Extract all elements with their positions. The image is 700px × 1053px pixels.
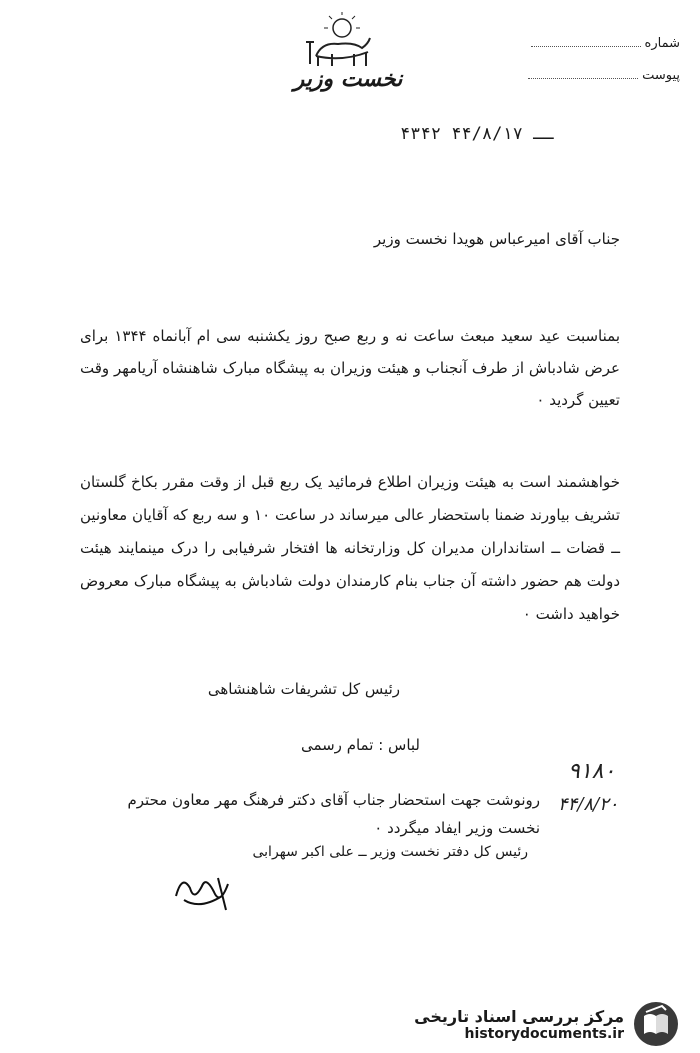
- footer-text: [414, 1007, 624, 1042]
- signature-title: رئیس کل تشریفات شاهنشاهی: [207, 680, 400, 698]
- reference-number: ۴۳۴۲ ــ ۴۴/۸/۱۷: [400, 124, 554, 144]
- archive-footer: [414, 1000, 680, 1048]
- paragraph-request: خواهشمند است به هیئت وزیران اطلاع فرمائید یک ربع قبل از وقت مقرر بکاخ گلستان تشریف بیاورند ضمنا باستحضار عالی میرساند در ساعت ۱۰ و سه ربع که آقایان معاونین ــ قضات ــ استانداران مدیران کل وزارتخانه ها افتخار شرفیابی را درک مینمایند هیئت دولت هم حضور داشته آن جناب بنام کارمندان دولت شادباش به پیشگاه مبارک معروض خواهید داشت ۰: [80, 473, 620, 623]
- handwritten-date: ۴۴/۸/۲۰: [558, 794, 619, 815]
- signature-line: رئیس کل دفتر نخست وزیر ــ علی اکبر سهرابی: [252, 844, 528, 860]
- handwritten-signature: [170, 866, 240, 916]
- footer-url: historydocuments.ir: [464, 1025, 624, 1042]
- office-title: نخست وزیر: [293, 66, 403, 92]
- attachment-label: پیوست: [642, 68, 680, 83]
- dress-value: تمام رسمی: [300, 736, 374, 754]
- number-field: [531, 36, 680, 51]
- recipient: جناب آقای امیرعباس هویدا نخست وزیر: [373, 230, 620, 248]
- handwritten-number: ۹۱۸۰: [568, 759, 616, 784]
- handwritten-note: [548, 752, 668, 822]
- number-line: [531, 46, 641, 47]
- paragraph-announcement: بمناسبت عید سعید مبعث ساعت نه و ربع صبح روز یکشنبه سی ام آبانماه ۱۳۴۴ برای عرض شادباش از طرف آنجناب و هیئت وزیران به پیشگاه مبارک شاهنشاه آریامهر وقت تعیین گردید ۰: [80, 327, 620, 409]
- footer-org: مرکز بررسی اسناد تاریخی: [414, 1006, 624, 1026]
- archive-book-logo-icon: [632, 1000, 680, 1048]
- carbon-copy-note: رونوشت جهت استحضار جناب آقای دکتر فرهنگ مهر معاون محترم نخست وزیر ایفاد میگردد ۰: [127, 791, 540, 837]
- dress-label: لباس :: [378, 736, 420, 754]
- lion-and-sun-emblem-icon: [302, 12, 382, 72]
- attachment-line: [528, 78, 638, 79]
- number-label: شماره: [644, 36, 680, 51]
- dress-code: [301, 736, 420, 754]
- attachment-field: [528, 68, 680, 83]
